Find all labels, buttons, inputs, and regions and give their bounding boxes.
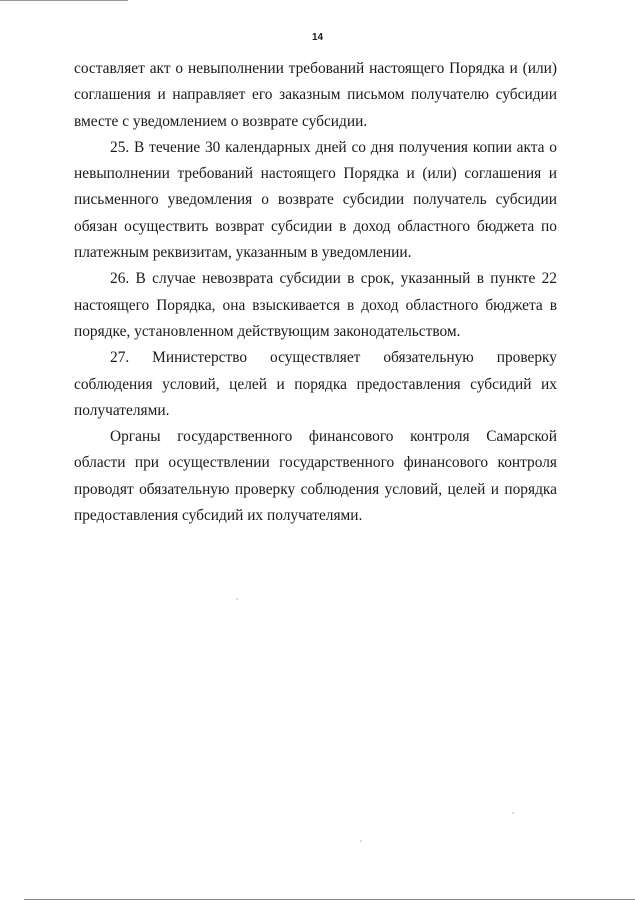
scan-edge-line-top (0, 0, 128, 1)
page-number: 14 (311, 32, 324, 43)
scan-speck (360, 840, 362, 842)
document-body (74, 56, 557, 529)
scan-edge-line-bottom (24, 899, 635, 900)
paragraph-item-27: 27. Министерство осуществляет обязательную проверку соблюдения условий, целей и порядка предоставления субсидий их получателями. (74, 349, 557, 419)
paragraph-continuation: составляет акт о невыполнении требований настоящего Порядка и (или) соглашения и направляет его заказным письмом получателю субсидии вместе с уведомлением о возврате субсидии. (74, 60, 557, 130)
paragraph-item-26: 26. В случае невозврата субсидии в срок, указанный в пункте 22 настоящего Порядка, она взыскивается в доход областного бюджета в порядке, установленном действующим законодательством. (74, 270, 557, 340)
paragraph-financial-control: Органы государственного финансового контроля Самарской области при осуществлении государственного финансового контроля проводят обязательную проверку соблюдения условий, целей и порядка предоставления субсидий их получателями. (74, 428, 557, 525)
paragraph-item-25: 25. В течение 30 календарных дней со дня получения копии акта о невыполнении требований настоящего Порядка и (или) соглашения и письменного уведомления о возврате субсидии получатель субсидии обязан осуществить возврат субсидии в доход областного бюджета по платежным реквизитам, указанным в уведомлении. (74, 138, 557, 262)
scan-speck (236, 598, 238, 600)
scan-speck (512, 812, 514, 814)
